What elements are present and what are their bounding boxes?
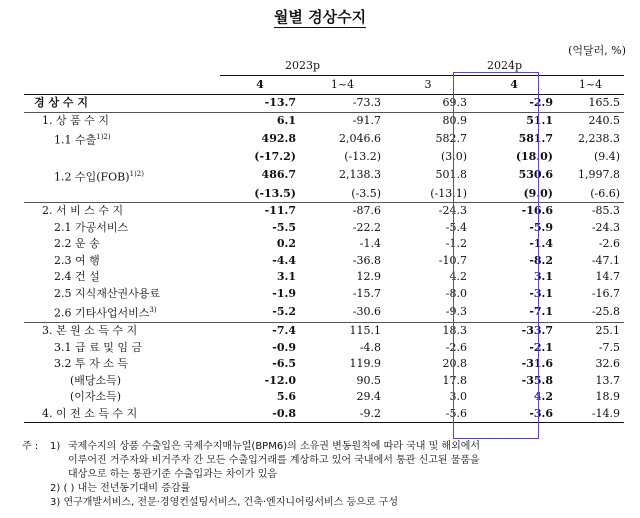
cell-value: 492.8	[261, 131, 296, 145]
header-col: 3	[385, 76, 471, 95]
cell-value: 165.5	[557, 95, 624, 113]
cell-value: 581.7	[518, 131, 554, 145]
header-year-2023: 2023p	[220, 58, 385, 76]
header-row-years	[24, 58, 624, 76]
footnote-ref: 1)2)	[96, 133, 111, 141]
table-row	[24, 166, 624, 186]
table-row	[24, 406, 624, 423]
cell-value: 20.8	[442, 357, 468, 371]
row-label	[24, 186, 220, 203]
footnote-1-mark: 1)	[50, 441, 61, 452]
row-label	[24, 95, 220, 113]
row-label	[24, 129, 220, 149]
table-row	[24, 356, 624, 373]
current-account-table	[24, 58, 624, 423]
row-label-text: 경 상 수 지	[34, 96, 88, 109]
row-label-text: 3.1 급 료 및 임 금	[54, 340, 143, 354]
unit-label: (억달러, %)	[568, 44, 626, 57]
cell-value: 530.6	[518, 168, 554, 182]
cell-value: -24.3	[591, 220, 621, 234]
cell-value: 17.8	[442, 373, 468, 387]
cell-value: 119.9	[349, 357, 382, 371]
cell-value: (-3.5)	[300, 186, 385, 203]
cell-value: -16.6	[521, 204, 554, 218]
row-label-text: 2.2 운 송	[54, 237, 100, 251]
row-label	[24, 236, 220, 253]
cell-value: -7.5	[598, 340, 621, 354]
table-row	[24, 112, 624, 129]
row-label-text: (배당소득)	[70, 373, 122, 387]
cell-value: 14.7	[595, 270, 621, 284]
row-label-text: 1. 상 품 수 지	[42, 113, 109, 127]
cell-value: -5.4	[445, 220, 468, 234]
cell-value: -3.6	[471, 406, 557, 423]
header-col: 1~4	[300, 76, 385, 95]
footnote-ref: 3)	[149, 306, 157, 315]
row-label-text: 3. 본 원 소 득 수 지	[42, 324, 138, 338]
cell-value: (-13.1)	[385, 186, 471, 203]
cell-value: 240.5	[588, 113, 621, 127]
cell-value: 80.9	[442, 113, 468, 127]
header-row-months	[24, 76, 624, 95]
table-row	[24, 149, 624, 166]
cell-value: -1.4	[529, 237, 554, 251]
cell-value: -5.6	[385, 406, 471, 423]
cell-value: 2,238.3	[578, 131, 621, 145]
cell-value: -16.7	[591, 286, 621, 300]
cell-value: 2,138.3	[339, 168, 382, 182]
row-label	[24, 112, 220, 129]
row-label	[24, 373, 220, 390]
cell-value: -24.3	[438, 204, 468, 218]
cell-value: 51.1	[526, 113, 554, 127]
table-row	[24, 373, 624, 390]
cell-value: 3.0	[449, 390, 468, 404]
cell-value: (3.0)	[440, 150, 468, 164]
cell-value: -85.3	[591, 204, 621, 218]
header-col: 4	[220, 76, 300, 95]
cell-value: 25.1	[595, 324, 621, 338]
row-label-text: 2.4 건 설	[54, 270, 100, 284]
table-row	[24, 389, 624, 406]
cell-value: (-6.6)	[557, 186, 624, 203]
header-col: 1~4	[557, 76, 624, 95]
table-row	[24, 340, 624, 357]
cell-value: 501.8	[435, 168, 468, 182]
row-label-text: 2.6 기타사업서비스	[54, 306, 150, 320]
header-col: 4	[471, 76, 557, 95]
cell-value: -11.7	[264, 204, 296, 218]
cell-value: -7.4	[272, 324, 296, 338]
table-row	[24, 236, 624, 253]
row-label-text: 2.5 지식재산권사용료	[54, 286, 160, 300]
row-label	[24, 340, 220, 357]
table-row	[24, 253, 624, 270]
cell-value: 0.2	[276, 237, 296, 251]
cell-value: -73.3	[300, 95, 385, 113]
cell-value: 3.1	[276, 270, 296, 284]
cell-value: -33.7	[521, 324, 554, 338]
cell-value: -2.6	[445, 340, 468, 354]
cell-value: (-17.2)	[254, 150, 296, 164]
row-label	[24, 389, 220, 406]
row-label-text: 1.1 수출	[54, 133, 97, 147]
cell-value: -10.7	[438, 253, 468, 267]
row-label-text: 3.2 투 자 소 득	[54, 357, 128, 371]
table-row	[24, 129, 624, 149]
cell-value: 18.9	[595, 390, 621, 404]
cell-value: 1,997.8	[578, 168, 621, 182]
row-label-text: 1.2 수입(FOB)	[54, 170, 130, 184]
cell-value: 5.6	[276, 390, 296, 404]
cell-value: -12.0	[264, 373, 296, 387]
cell-value: -15.7	[352, 286, 382, 300]
cell-value: -9.3	[385, 302, 471, 323]
cell-value: 486.7	[261, 168, 296, 182]
cell-value: -13.7	[220, 95, 300, 113]
cell-value: (-13.2)	[344, 150, 382, 164]
cell-value: -8.0	[445, 286, 468, 300]
table-row	[24, 286, 624, 303]
cell-value: -4.8	[359, 340, 382, 354]
footnote-ref: 1)2)	[129, 169, 144, 178]
cell-value: 115.1	[349, 324, 382, 338]
row-label	[24, 166, 220, 186]
cell-value: -2.6	[598, 237, 621, 251]
cell-value: -4.4	[272, 253, 296, 267]
cell-value: 582.7	[435, 131, 468, 145]
cell-value: -3.1	[529, 286, 554, 300]
cell-value: -2.1	[529, 340, 554, 354]
cell-value: 69.3	[385, 95, 471, 113]
footnote-1: 국제수지의 상품 수출입은 국제수지매뉴얼(BPM6)의 소유권 변동원칙에 따라 국내 및 해외에서 이루어진 거주자와 비거주자 간 모든 수출입거래를 계상하고 있어 국내에서 통관 신고된 물품을 대상으로 하는 통관기준 수출입과는 차이가 있음	[68, 441, 481, 480]
table-row	[24, 203, 624, 220]
cell-value: -6.5	[272, 357, 296, 371]
table-row	[24, 95, 624, 113]
cell-value: -0.8	[220, 406, 300, 423]
table-row	[24, 269, 624, 286]
row-label-text: 2.1 가공서비스	[54, 220, 129, 234]
cell-value: 13.7	[595, 373, 621, 387]
cell-value: -5.5	[272, 220, 296, 234]
cell-value: -31.6	[521, 357, 554, 371]
cell-value: -36.8	[352, 253, 382, 267]
row-label-text: 2. 서 비 스 수 지	[42, 204, 124, 218]
cell-value: -91.7	[352, 113, 382, 127]
row-label	[24, 286, 220, 303]
cell-value: 4.2	[533, 390, 554, 404]
row-label	[24, 406, 220, 423]
table-row	[24, 302, 624, 323]
row-label	[24, 253, 220, 270]
table-row	[24, 323, 624, 340]
cell-value: 2,046.6	[339, 131, 382, 145]
cell-value: -1.9	[272, 286, 296, 300]
table-row	[24, 220, 624, 237]
cell-value: -8.2	[529, 253, 554, 267]
row-label	[24, 269, 220, 286]
cell-value: -87.6	[352, 204, 382, 218]
page-title: 월별 경상수지	[273, 8, 367, 26]
cell-value: (-13.5)	[220, 186, 300, 203]
cell-value: 18.3	[442, 324, 468, 338]
cell-value: -2.9	[471, 95, 557, 113]
footnotes	[22, 440, 634, 510]
cell-value: -25.8	[557, 302, 624, 323]
cell-value: (9.4)	[593, 150, 621, 164]
cell-value: 4.2	[449, 270, 468, 284]
footnote-prefix: 주 :	[22, 441, 39, 452]
cell-value: -7.1	[471, 302, 557, 323]
row-label-text: 2.3 여 행	[54, 253, 100, 267]
cell-value: (18.0)	[515, 150, 554, 164]
footnote-3: 3) 연구개발서비스, 전문·경영컨설팅서비스, 건축·엔지니어링서비스 등으로 구성	[50, 497, 398, 508]
cell-value: 32.6	[595, 357, 621, 371]
row-label	[24, 203, 220, 220]
cell-value: 6.1	[276, 113, 296, 127]
row-label	[24, 323, 220, 340]
cell-value: -14.9	[557, 406, 624, 423]
row-label	[24, 302, 220, 323]
cell-value: -22.2	[352, 220, 382, 234]
cell-value: -9.2	[300, 406, 385, 423]
row-label	[24, 356, 220, 373]
cell-value: -1.2	[445, 237, 468, 251]
header-year-2024: 2024p	[385, 58, 624, 76]
cell-value: -30.6	[300, 302, 385, 323]
cell-value: -47.1	[591, 253, 621, 267]
row-label	[24, 149, 220, 166]
cell-value: -1.4	[359, 237, 382, 251]
row-label-text: 4. 이 전 소 득 수 지	[42, 406, 138, 420]
row-label	[24, 220, 220, 237]
table-row	[24, 186, 624, 203]
cell-value: -5.9	[529, 220, 554, 234]
row-label-text: (이자소득)	[70, 390, 122, 404]
cell-value: 90.5	[356, 373, 382, 387]
cell-value: -0.9	[272, 340, 296, 354]
cell-value: 29.4	[356, 390, 382, 404]
cell-value: -35.8	[521, 373, 554, 387]
cell-value: 12.9	[356, 270, 382, 284]
cell-value: 3.1	[533, 270, 554, 284]
cell-value: (9.0)	[471, 186, 557, 203]
footnote-2: 2) ( ) 내는 전년동기대비 증감률	[50, 483, 191, 494]
cell-value: -5.2	[220, 302, 300, 323]
